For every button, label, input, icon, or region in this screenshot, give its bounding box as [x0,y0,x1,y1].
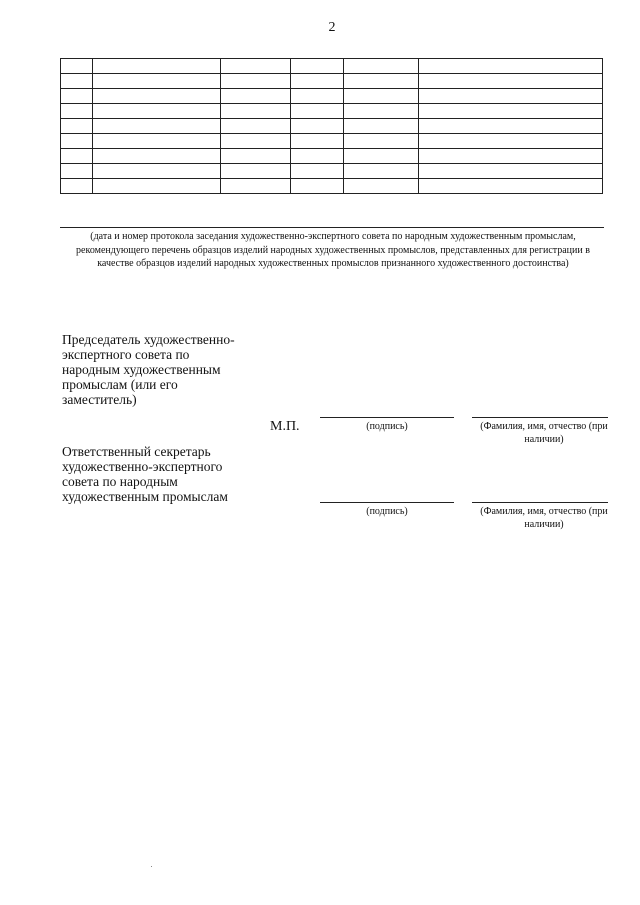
table-cell [344,164,419,179]
table-cell [344,119,419,134]
table-row [61,59,603,74]
table-cell [419,179,603,194]
table-cell [61,164,93,179]
table-row [61,104,603,119]
table-row [61,179,603,194]
table-cell [61,74,93,89]
table-cell [344,134,419,149]
table-row [61,149,603,164]
table-cell [344,149,419,164]
table-cell [61,134,93,149]
table-row [61,164,603,179]
table-row [61,89,603,104]
table-cell [419,134,603,149]
table-cell [291,149,344,164]
table-cell [291,104,344,119]
table-cell [344,104,419,119]
chairman-signature-caption: (подпись) [366,421,408,432]
secretary-name-caption: (Фамилия, имя, отчество (при наличии) [480,506,608,530]
table-cell [419,89,603,104]
page-number: 2 [328,20,336,35]
secretary-title: Ответственный секретарь художественно-экспертного совета по народным художественным промыслам [62,444,228,504]
table-row [61,74,603,89]
table-cell [419,74,603,89]
secretary-name-line [472,502,608,503]
table-cell [291,119,344,134]
table-cell [61,89,93,104]
table-cell [61,179,93,194]
table-cell [291,74,344,89]
table-cell [419,59,603,74]
table-cell [291,179,344,194]
table-cell [291,134,344,149]
table-cell [419,104,603,119]
table-cell [291,89,344,104]
secretary-signature-line [320,502,454,503]
table-cell [93,74,221,89]
table-cell [221,89,291,104]
table-cell [93,104,221,119]
table-cell [93,119,221,134]
table-cell [221,74,291,89]
table-cell [344,59,419,74]
registry-table-body [61,59,603,194]
table-cell [221,119,291,134]
secretary-signature-caption: (подпись) [366,506,408,517]
table-cell [221,149,291,164]
table-cell [221,164,291,179]
table-cell [221,104,291,119]
table-cell [419,119,603,134]
table-cell [419,164,603,179]
chairman-name-line [472,417,608,418]
table-cell [61,104,93,119]
protocol-line [60,227,604,228]
table-cell [93,179,221,194]
table-cell [419,149,603,164]
stamp-label: М.П. [270,419,300,434]
table-cell [221,134,291,149]
registry-table [60,58,603,194]
table-cell [291,164,344,179]
table-cell [344,89,419,104]
table-row [61,119,603,134]
table-cell [344,179,419,194]
table-cell [93,149,221,164]
table-cell [61,119,93,134]
chairman-title: Председатель художественно-экспертного совета по народным художественным промыслам (или его заместитель) [62,332,235,407]
table-cell [93,59,221,74]
scan-speck [151,866,152,867]
table-cell [61,59,93,74]
table-cell [61,149,93,164]
table-cell [93,89,221,104]
table-cell [291,59,344,74]
table-cell [221,179,291,194]
table-cell [344,74,419,89]
table-cell [93,164,221,179]
table-row [61,134,603,149]
table-cell [221,59,291,74]
protocol-caption: (дата и номер протокола заседания художественно-экспертного совета по народным художественным промыслам, рекомендующего перечень образцов изделий народных художественных промыслов, представленных для регистрации в качестве образцов изделий народных художественных промыслов признанного художественного достоинства) [76,231,590,269]
table-cell [93,134,221,149]
chairman-signature-line [320,417,454,418]
chairman-name-caption: (Фамилия, имя, отчество (при наличии) [480,421,608,445]
